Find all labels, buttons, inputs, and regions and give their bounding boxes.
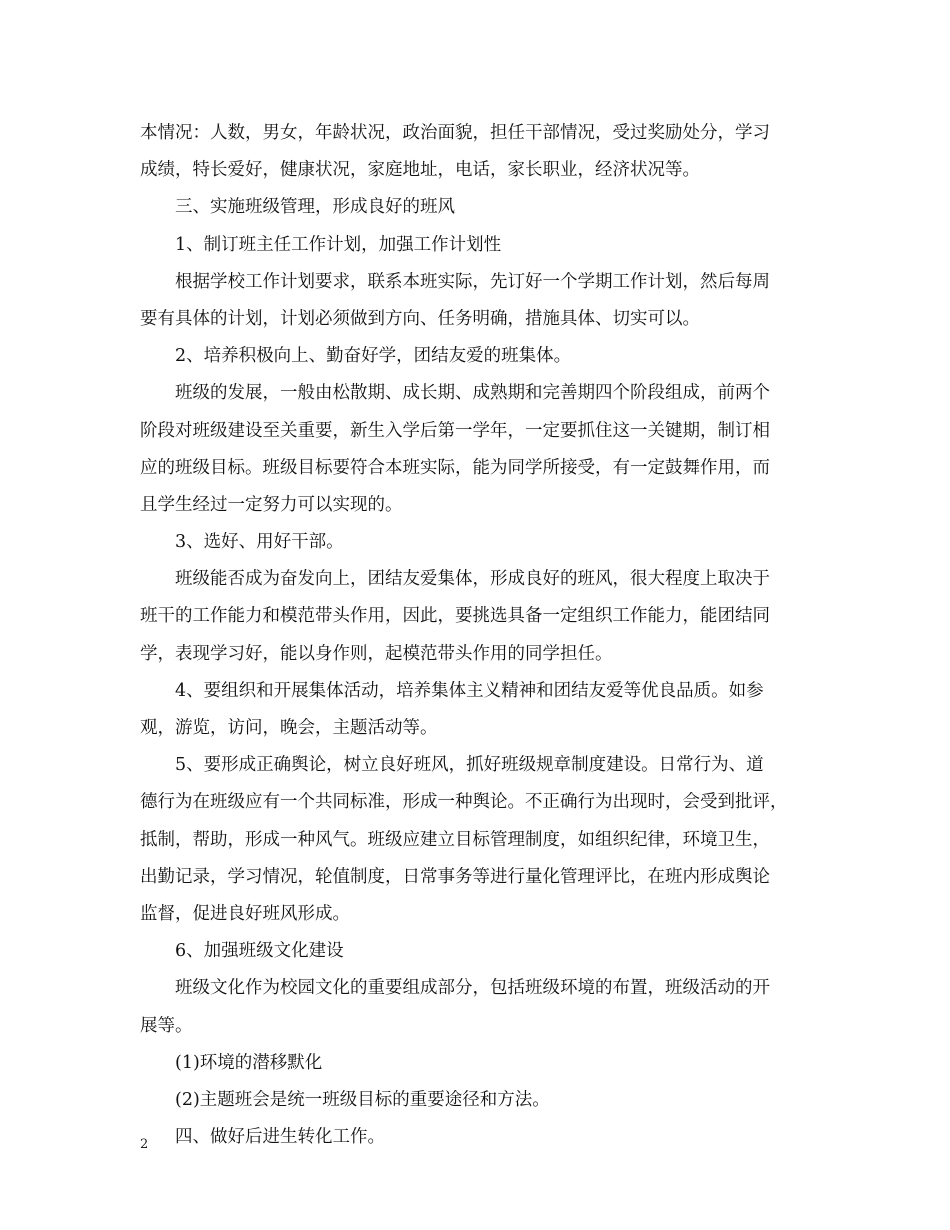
page-number: 2: [140, 1137, 149, 1152]
text-line: 观，游览，访问，晚会，主题活动等。: [140, 718, 438, 738]
text-line: 4、要组织和开展集体活动，培养集体主义精神和团结友爱等优良品质。如参: [175, 680, 764, 701]
text-line: 监督，促进良好班风形成。: [140, 903, 350, 924]
text-line: 要有具体的计划，计划必须做到方向、任务明确，措施具体、切实可以。: [140, 308, 700, 329]
text-line: 阶段对班级建设至关重要，新生入学后第一学年，一定要抓住这一关键期，制订相: [140, 420, 770, 441]
text-line: 2、培养积极向上、勤奋好学，团结友爱的班集体。: [175, 346, 572, 367]
text-line: 且学生经过一定努力可以实现的。: [140, 494, 403, 515]
text-line: 三、实施班级管理，形成良好的班风: [175, 197, 455, 218]
text-line: 抵制，帮助，形成一种风气。班级应建立目标管理制度，如组织纪律，环境卫生，: [140, 829, 770, 850]
text-line: 5、要形成正确舆论，树立良好班风，抓好班级规章制度建设。日常行为、道: [175, 755, 764, 776]
text-line: 德行为在班级应有一个共同标准，形成一种舆论。不正确行为出现时，会受到批评，: [140, 792, 788, 813]
text-line: 展等。: [140, 1015, 193, 1036]
text-line: 根据学校工作计划要求，联系本班实际，先订好一个学期工作计划，然后每周: [175, 271, 770, 292]
text-line: (1)环境的潜移默化: [175, 1052, 323, 1073]
text-line: 学，表现学习好，能以身作则，起模范带头作用的同学担任。: [140, 643, 613, 664]
document-body: [140, 115, 810, 1156]
text-line: 成绩，特长爱好，健康状况，家庭地址，电话，家长职业，经济状况等。: [140, 160, 700, 181]
text-line: 6、加强班级文化建设: [175, 941, 344, 962]
text-line: 1、制订班主任工作计划，加强工作计划性: [175, 234, 502, 255]
text-line: 出勤记录，学习情况，轮值制度，日常事务等进行量化管理评比，在班内形成舆论: [140, 866, 770, 887]
text-line: (2)主题班会是统一班级目标的重要途径和方法。: [175, 1089, 550, 1110]
text-line: 班级的发展，一般由松散期、成长期、成熟期和完善期四个阶段组成，前两个: [175, 383, 770, 404]
text-line: 班级文化作为校园文化的重要组成部分，包括班级环境的布置，班级活动的开: [175, 978, 770, 999]
text-line: 本情况：人数，男女，年龄状况，政治面貌，担任干部情况，受过奖励处分，学习: [140, 123, 770, 143]
text-line: 班级能否成为奋发向上，团结友爱集体，形成良好的班风，很大程度上取决于: [175, 569, 770, 590]
text-line: 应的班级目标。班级目标要符合本班实际，能为同学所接受，有一定鼓舞作用，而: [140, 457, 770, 478]
text-line: 四、做好后进生转化工作。: [175, 1127, 385, 1148]
text-line: 班干的工作能力和模范带头作用，因此，要挑选具备一定组织工作能力，能团结同: [140, 606, 770, 627]
text-line: 3、选好、用好干部。: [175, 532, 344, 553]
